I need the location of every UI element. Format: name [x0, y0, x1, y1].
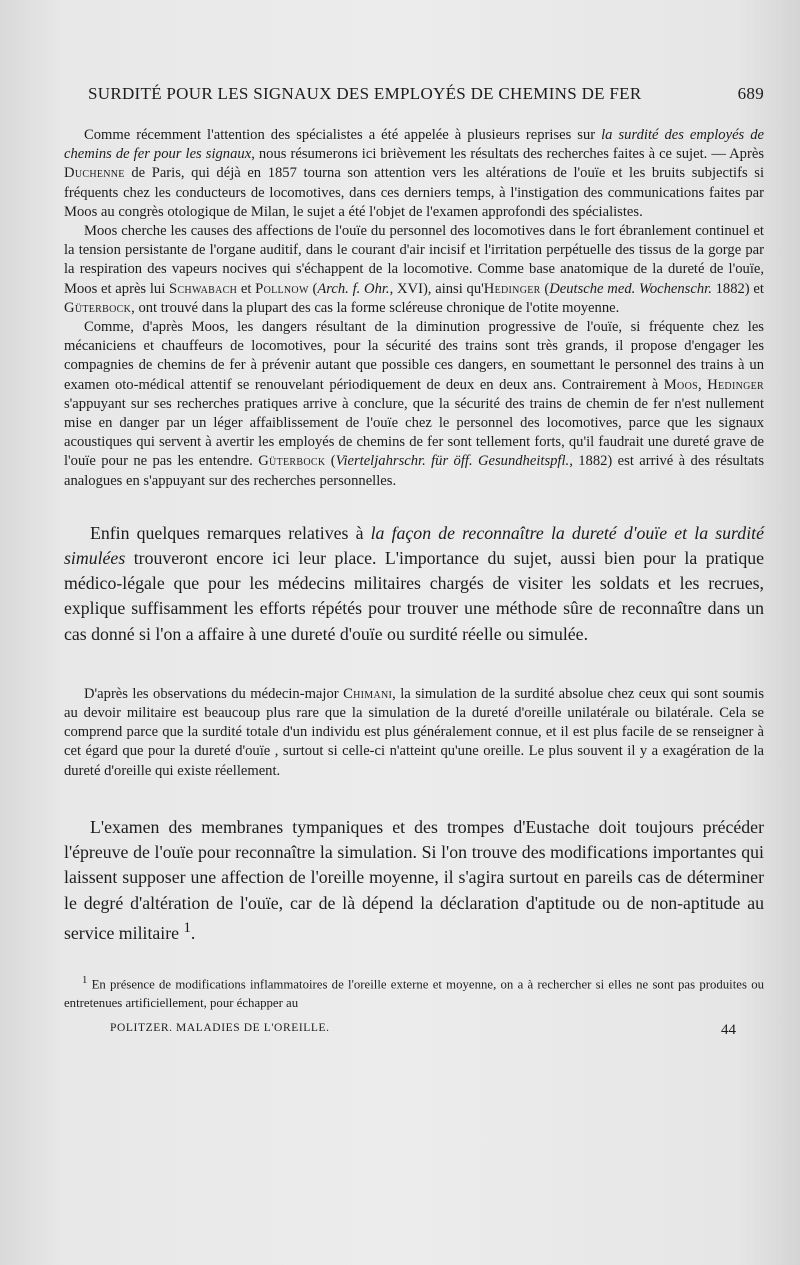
- section-railway-deafness: [64, 126, 764, 491]
- paragraph-3: Comme, d'après Moos, les dangers résultant de la diminution progressive de l'ouïe, si fréquente chez les mécaniciens et chauffeurs de locomotives, pour la sécurité des trains sont très grands, il propose d'engager les compagnies de chemins de fer à prévenir autant que possible ces dangers, en soumettant le personnel des trains à un examen oto-médical attentif se renouvelant périodiquement de deux en deux ans. Contrairement à Moos, Hedinger s'appuyant sur ses recherches pratiques arrive à conclure, que la sécurité des trains de chemin de fer n'est nullement mise en danger par un léger affaiblissement de l'ouïe chez le personnel des locomotives, parce que les signaux acoustiques qui servent à avertir les employés de chemins de fer sont tellement forts, qu'il faudrait une dureté grave de l'ouïe pour ne pas les entendre. Güterbock (Vierteljahrschr. für öff. Gesundheitspfl., 1882) est arrivé à des résultats analogues en s'appuyant sur des recherches personnelles.: [64, 319, 765, 489]
- running-head: [88, 84, 764, 104]
- paragraph-2: Moos cherche les causes des affections de l'ouïe du personnel des locomotives dans le fort ébranlement continuel et la tension persistante de l'organe auditif, dans le courant d'air incisif et l'irritation perpétuelle des tissus de la gorge par la respiration des vapeurs nocives qui s'échappent de la locomotive. Comme base anatomique de la dureté de l'ouïe, Moos et après lui Schwabach et Pollnow (Arch. f. Ohr., XVI), ainsi qu'Hedinger (Deutsche med. Wochenschr. 1882) et Güterbock, ont trouvé dans la plupart des cas la forme scléreuse chronique de l'otite moyenne.: [64, 223, 764, 316]
- page-footer: [110, 1022, 736, 1039]
- section-chimani: [64, 685, 764, 781]
- italic-phrase: la façon de reconnaître la dureté d'ouïe et la surdité simulées: [64, 522, 764, 569]
- signature-mark: 44: [721, 1022, 736, 1039]
- running-title: SURDITÉ POUR LES SIGNAUX DES EMPLOYÉS DE CHEMINS DE FER: [88, 84, 642, 103]
- author-name: Chimani: [343, 685, 393, 702]
- footnote-marker: 1: [82, 974, 88, 986]
- author-name: Duchenne: [64, 165, 125, 182]
- footer-author: POLITZER. MALADIES DE L'OREILLE.: [110, 1022, 330, 1035]
- paragraph-4: Enfin quelques remarques relatives à la façon de reconnaître la dureté d'ouïe et la surdité simulées trouveront encore ici leur place. L'importance du sujet, aussi bien pour la pratique médico-légale que pour les médecins militaires chargés de visiter les soldats et les recrues, explique suffisamment les efforts répétés pour trouver une méthode sûre de reconnaître dans un cas donné si l'on a affaire à une dureté d'ouïe ou surdité réelle ou simulée.: [64, 522, 764, 644]
- author-name: Güterbock: [258, 453, 326, 470]
- author-name: Hedinger: [707, 376, 765, 393]
- author-name: Güterbock: [64, 299, 132, 316]
- footnote: [64, 972, 764, 1012]
- section-examination: [64, 815, 764, 946]
- paragraph-1: Comme récemment l'attention des spécialistes a été appelée à plusieurs reprises sur la surdité des employés de chemins de fer pour les signaux, nous résumerons ici brièvement les résultats des recherches faites à ce sujet. — Après Duchenne de Paris, qui déjà en 1857 tourna son attention vers les altérations de l'ouïe et les bruits subjectifs si fréquents chez les conducteurs de locomotives, dans ces derniers temps, à l'instigation des communications faites par Moos au congrès otologique de Milan, le sujet a été l'objet de l'examen approfondi des spécialistes.: [64, 127, 765, 220]
- paragraph-5: D'après les observations du médecin-major Chimani, la simulation de la surdité absolue chez ceux qui sont soumis au devoir militaire est beaucoup plus rare que la simulation de la dureté d'oreille unilatérale ou bilatérale. Cela se comprend parce que la surdité totale d'un individu est plus généralement connue, et il est plus facile de se renseigner à cet égard que pour la dureté d'ouïe , surtout si celle-ci n'atteint qu'une oreille. Le plus souvent il y a exagération de la dureté d'oreille qui existe réellement.: [64, 685, 765, 779]
- page-number: 689: [737, 84, 764, 103]
- author-name: Moos: [663, 376, 698, 393]
- paragraph-6: L'examen des membranes tympaniques et des trompes d'Eustache doit toujours précéder l'épreuve de l'ouïe pour reconnaître la simulation. Si l'on trouve des modifications importantes qui laissent supposer une affection de l'oreille moyenne, il s'agira surtout en pareils cas de déterminer le degré d'altération de l'ouïe, car de là dépend la déclaration d'aptitude ou de non-aptitude au service militaire $^1$.: [64, 816, 764, 943]
- footnote-text: En présence de modifications inflammatoires de l'oreille externe et moyenne, on a à rechercher si elles ne sont pas produites ou entretenues artificiellement, pour échapper au: [64, 977, 764, 1010]
- journal-citation: Arch. f. Ohr.: [317, 280, 390, 297]
- italic-phrase: la surdité des employés de chemins de fer pour les signaux: [64, 127, 764, 163]
- author-name: Schwabach: [169, 280, 238, 297]
- journal-citation: Vierteljahrschr. für öff. Gesundheitspfl.: [335, 453, 570, 470]
- section-simulation-intro: [64, 521, 764, 647]
- journal-citation: Deutsche med. Wochenschr.: [549, 280, 712, 297]
- footnote-reference: 1: [183, 919, 191, 936]
- author-name: Pollnow: [255, 280, 309, 297]
- author-name: Hedinger: [483, 280, 541, 297]
